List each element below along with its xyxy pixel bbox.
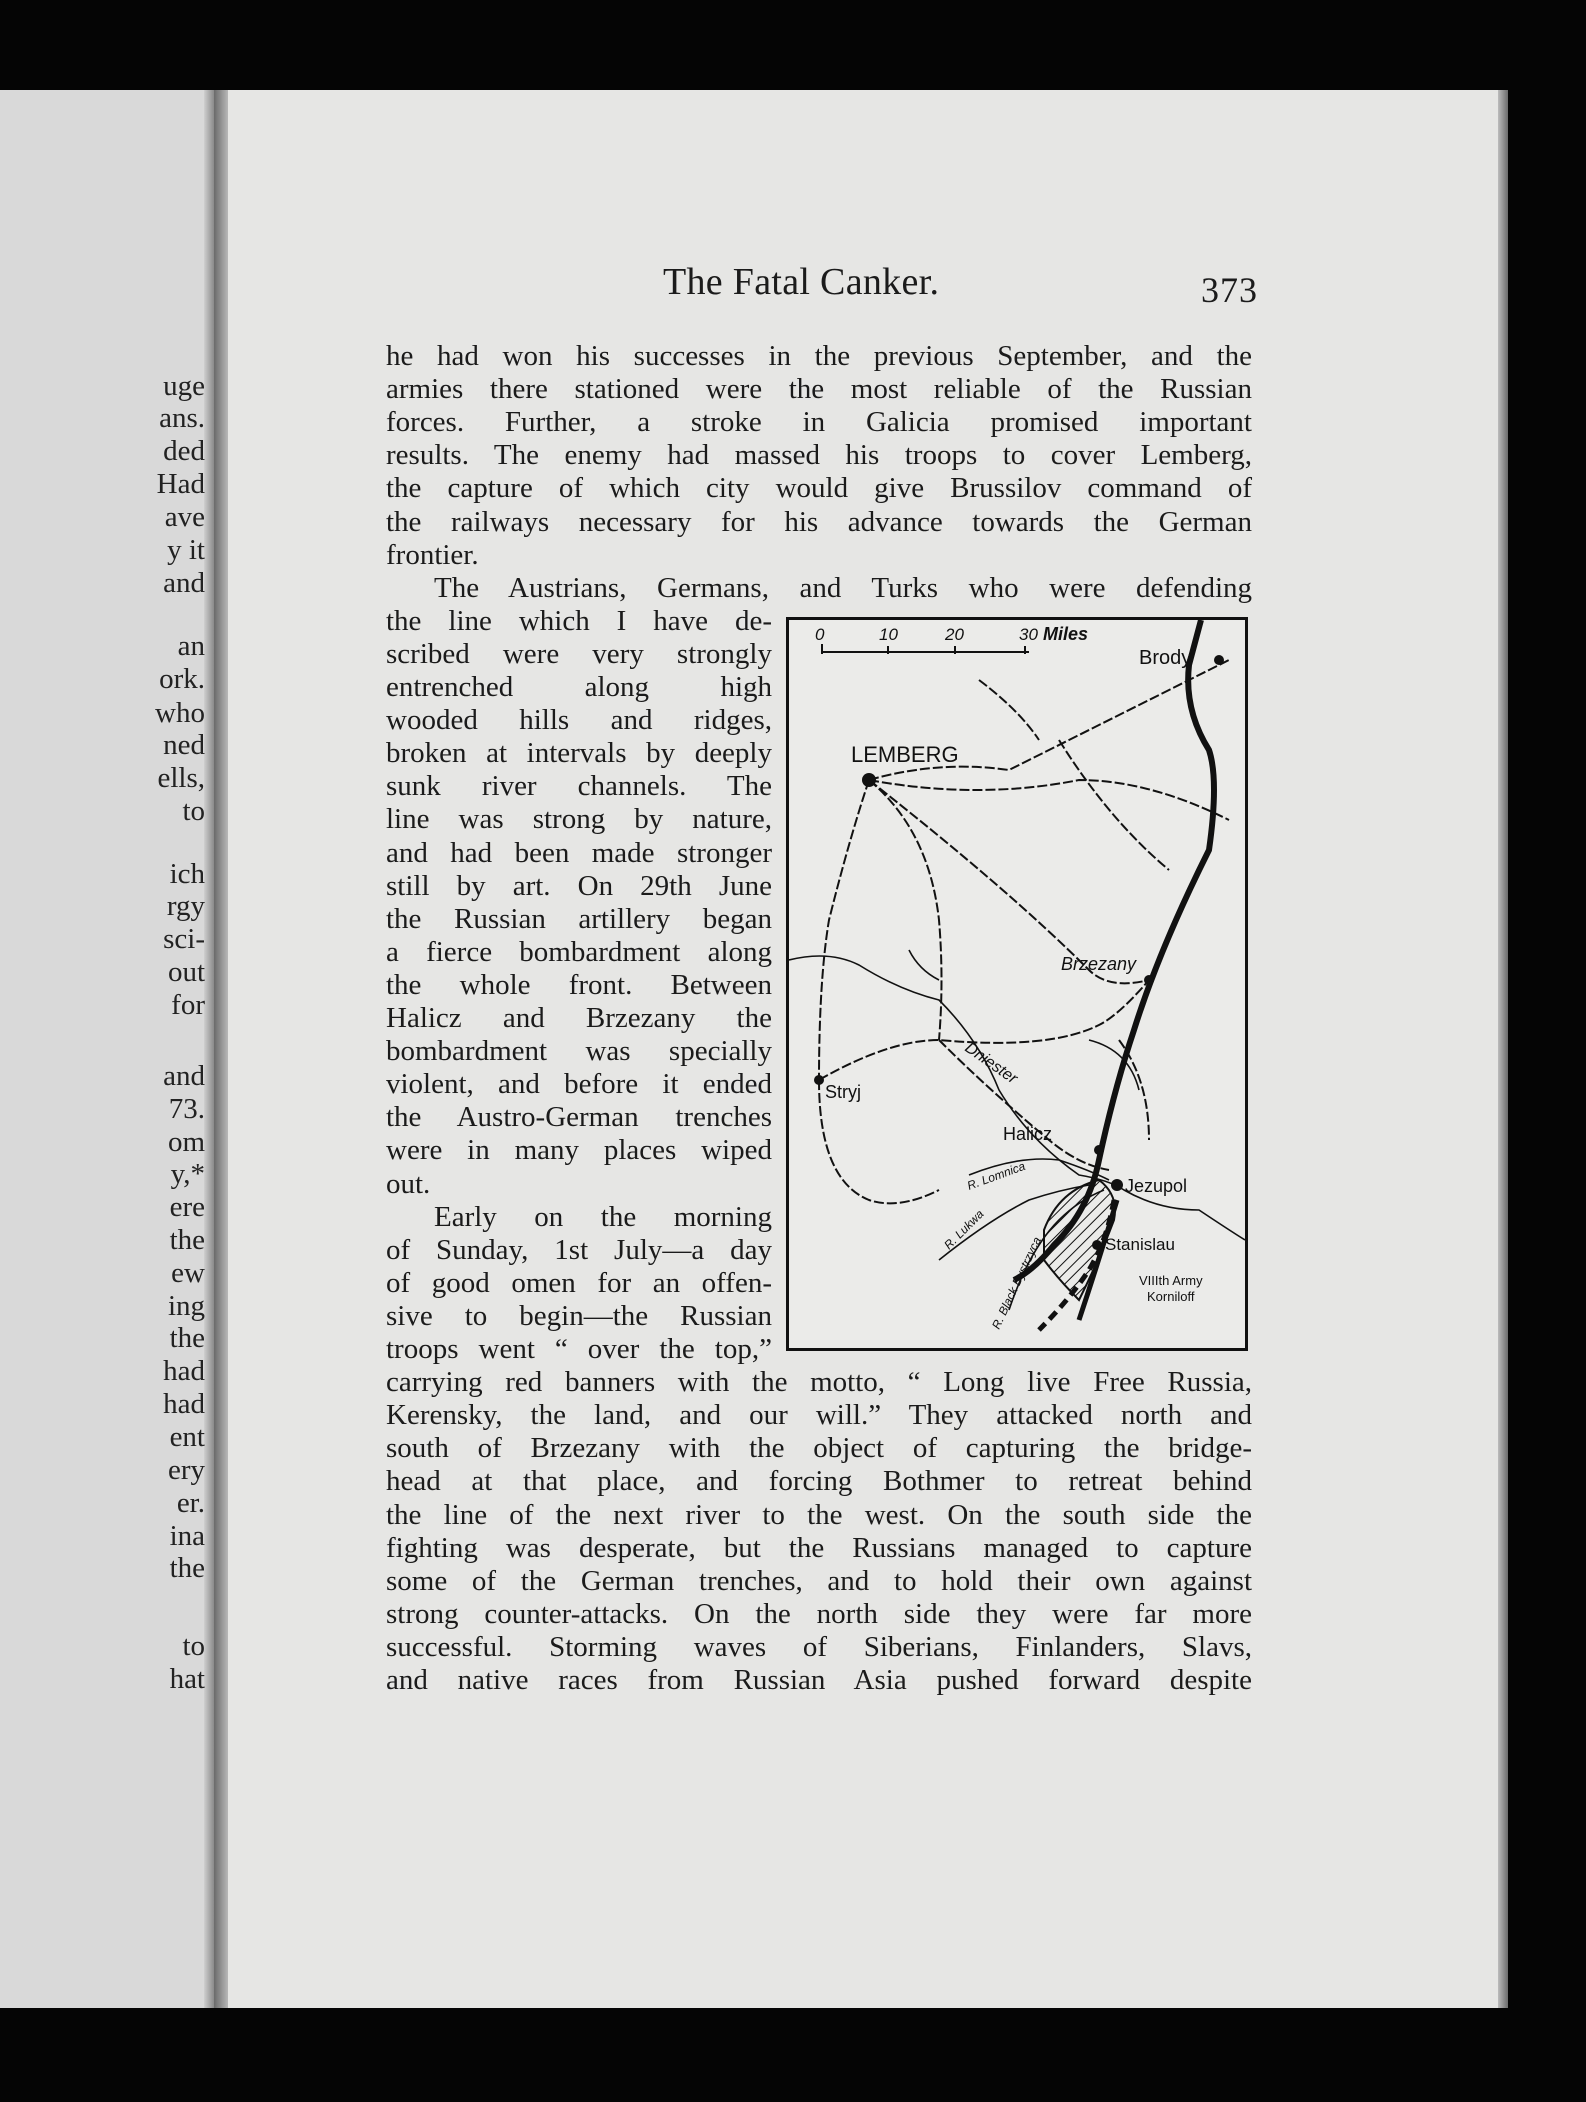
previous-page-line: ing [167, 1290, 205, 1322]
previous-page-line: an [177, 630, 205, 662]
previous-page-line: for [171, 989, 205, 1021]
body-line: still by art. On 29th June [386, 869, 772, 902]
body-line: entrenched along high [386, 671, 772, 703]
label-stanislau: Stanislau [1105, 1235, 1175, 1254]
label-black-bystrzyca: R. Black Bystrzyca [989, 1234, 1044, 1332]
label-lukwa: R. Lukwa [941, 1206, 987, 1253]
previous-page-line: y,* [170, 1158, 205, 1190]
body-line: of good omen for an offen- [386, 1266, 772, 1299]
previous-page-line: er. [176, 1487, 205, 1519]
running-head-title: The Fatal Canker. [663, 261, 940, 303]
body-line: strong counter-attacks. On the north side they were far more [386, 1597, 1252, 1630]
previous-page-line: hat [169, 1663, 205, 1695]
body-line: wooded hills and ridges, [386, 704, 772, 737]
previous-page-line: ich [169, 858, 205, 890]
body-line: violent, and before it ended [386, 1068, 772, 1101]
label-lomnica: R. Lomnica [965, 1158, 1028, 1193]
previous-page-line: Had [156, 468, 205, 500]
label-army-line1: VIIIth Army [1139, 1273, 1203, 1288]
body-line: results. The enemy had massed his troops to cover Lemberg, [386, 439, 1252, 472]
previous-page-line: ew [171, 1257, 205, 1289]
previous-page-edge [204, 90, 214, 2008]
scale-bar [815, 624, 1088, 654]
label-lemberg: LEMBERG [851, 742, 959, 767]
brody-dot [1214, 655, 1224, 665]
body-line: forces. Further, a stroke in Galicia promised important [386, 406, 1252, 439]
body-line: the whole front. Between [386, 968, 772, 1001]
body-line: he had won his successes in the previous September, and the [386, 340, 1252, 372]
previous-page-line: ent [169, 1421, 205, 1453]
body-line: were in many places wiped [386, 1134, 772, 1167]
previous-page-line: rgy [166, 890, 205, 922]
previous-page-line: ere [169, 1191, 205, 1223]
previous-page-line: the [169, 1552, 205, 1584]
previous-page-line: ave [164, 501, 205, 533]
body-line: Halicz and Brzezany the [386, 1002, 772, 1034]
halicz-dot [1094, 1145, 1104, 1155]
body-line: troops went “ over the top,” [386, 1333, 772, 1365]
previous-page-line: ery [167, 1454, 205, 1486]
body-line: the Austro-German trenches [386, 1101, 772, 1134]
previous-page-line: ork. [159, 663, 205, 695]
previous-page-line: sci- [163, 923, 205, 955]
body-line: successful. Storming waves of Siberians, Finlanders, Slavs, [386, 1630, 1252, 1663]
battle-map-figure [786, 617, 1248, 1351]
lemberg-dot [862, 773, 876, 787]
body-line: carrying red banners with the motto, “ Long live Free Russia, [386, 1366, 1252, 1399]
jezupol-dot [1111, 1179, 1123, 1191]
body-line: fighting was desperate, but the Russians managed to capture [386, 1531, 1252, 1564]
body-line: scribed were very strongly [386, 637, 772, 670]
body-line: and had been made stronger [386, 836, 772, 869]
body-line: line was strong by nature, [386, 803, 772, 836]
stanislau-dot [1092, 1240, 1102, 1250]
scale-unit: Miles [1043, 624, 1089, 644]
previous-page-line: to [182, 1630, 205, 1662]
stryj-dot [814, 1075, 824, 1085]
body-line: of Sunday, 1st July—a day [386, 1233, 772, 1266]
brzezany-dot [1144, 975, 1154, 985]
previous-page-line: the [169, 1224, 205, 1256]
battle-map [789, 620, 1245, 1348]
previous-page-line: ded [163, 435, 205, 467]
body-line: Kerensky, the land, and our will.” They attacked north and [386, 1399, 1252, 1432]
label-army-line2: Korniloff [1147, 1289, 1195, 1304]
body-line: out. [386, 1167, 431, 1200]
body-line: south of Brzezany with the object of capturing the bridge- [386, 1432, 1252, 1465]
previous-page-line: 73. [168, 1093, 205, 1125]
scale-tick-10: 10 [879, 625, 898, 644]
body-line: a fierce bombardment along [386, 935, 772, 968]
body-line: broken at intervals by deeply [386, 737, 772, 770]
previous-page-line: and [163, 567, 205, 599]
body-line: the line which I have de- [386, 604, 772, 637]
previous-page-line: and [163, 1060, 205, 1092]
previous-page-line: out [167, 956, 205, 988]
page-edge-shadow [1498, 90, 1508, 2008]
body-line: the capture of which city would give Brussilov command of [386, 472, 1252, 505]
book-gutter [214, 90, 228, 2008]
body-line: head at that place, and forcing Bothmer to retreat behind [386, 1465, 1252, 1498]
previous-page-line: ina [169, 1520, 205, 1552]
body-line: sive to begin—the Russian [386, 1299, 772, 1332]
label-jezupol: Jezupol [1125, 1176, 1188, 1196]
previous-page-line: ned [163, 729, 205, 761]
scale-tick-20: 20 [945, 625, 964, 644]
body-line: bombardment was specially [386, 1035, 772, 1068]
body-line: the Russian artillery began [386, 902, 772, 935]
label-brzezany: Brzezany [1061, 954, 1137, 974]
label-halicz: Halicz [1003, 1124, 1053, 1144]
label-brody: Brody [1139, 647, 1192, 669]
label-dniester: Dniester [961, 1039, 1021, 1088]
previous-page-line: who [155, 697, 205, 729]
previous-page-line: had [163, 1355, 205, 1387]
page-number: 373 [1201, 270, 1258, 310]
body-line: sunk river channels. The [386, 770, 772, 803]
body-line: armies there stationed were the most reliable of the Russian [386, 373, 1252, 406]
previous-page-fragment [0, 90, 214, 2008]
body-line: The Austrians, Germans, and Turks who were defending [434, 571, 1252, 604]
previous-page-line: om [167, 1126, 205, 1158]
scale-tick-0: 0 [815, 625, 825, 644]
previous-page-line: ans. [159, 402, 205, 434]
previous-page-line: ells, [157, 762, 205, 794]
label-stryj: Stryj [825, 1082, 861, 1102]
previous-page-line: the [169, 1322, 205, 1354]
body-line: Early on the morning [434, 1200, 772, 1233]
body-line: the line of the next river to the west. On the south side the [386, 1498, 1252, 1531]
body-line: frontier. [386, 538, 479, 571]
body-line: the railways necessary for his advance towards the German [386, 505, 1252, 538]
previous-page-line: had [163, 1388, 205, 1420]
body-line: some of the German trenches, and to hold their own against [386, 1564, 1252, 1597]
previous-page-line: uge [163, 370, 205, 402]
previous-page-line: to [182, 795, 205, 827]
body-line: and native races from Russian Asia pushed forward despite [386, 1664, 1252, 1696]
previous-page-line: y it [167, 534, 205, 566]
scale-tick-30: 30 [1019, 625, 1038, 644]
